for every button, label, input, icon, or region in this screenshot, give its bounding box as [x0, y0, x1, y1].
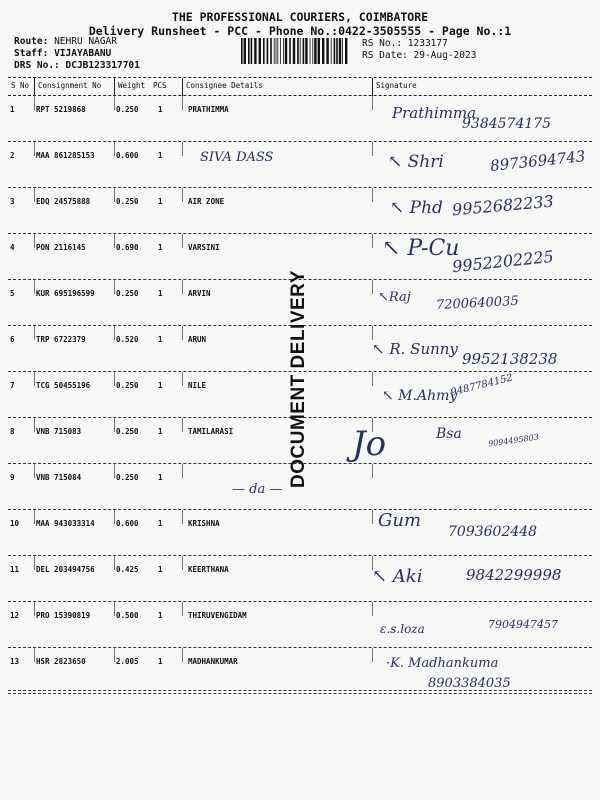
- barcode-bar: [254, 38, 256, 64]
- row-separator: [8, 693, 592, 694]
- handwritten-phone: 9952682233: [451, 191, 555, 220]
- column-divider: [182, 556, 183, 570]
- row-consignee: ARVIN: [188, 289, 211, 298]
- row-pcs: 1: [158, 243, 163, 252]
- handwritten-name: SIVA DASS: [200, 150, 274, 165]
- company-title: THE PROFESSIONAL COURIERS, COIMBATORE: [171, 10, 429, 24]
- handwritten-phone: 9952138238: [462, 350, 558, 368]
- row-consignment-no: VNB 715084: [36, 473, 82, 482]
- signature-mark: ↖ Aki: [372, 566, 423, 587]
- column-divider: [182, 188, 183, 202]
- column-divider: [34, 280, 35, 294]
- column-divider: [372, 602, 373, 616]
- row-pcs: 1: [158, 335, 163, 344]
- barcode-bar: [303, 38, 305, 64]
- column-divider: [372, 234, 373, 248]
- column-header-sno: S No: [11, 81, 30, 90]
- barcode-bar: [305, 38, 307, 64]
- barcode-bar: [318, 38, 320, 64]
- column-divider: [114, 464, 115, 478]
- row-sno: 11: [10, 565, 20, 574]
- column-divider: [182, 78, 183, 96]
- handwritten-phone: 9384574175: [462, 116, 552, 132]
- column-divider: [372, 280, 373, 294]
- column-divider: [372, 96, 373, 110]
- row-sno: 3: [10, 197, 15, 206]
- signature-mark: ↖ M.Ahmy: [382, 388, 458, 404]
- barcode-bar: [283, 38, 284, 64]
- column-divider: [372, 510, 373, 524]
- column-divider: [34, 418, 35, 432]
- row-consignee: AIR ZONE: [188, 197, 225, 206]
- row-sno: 6: [10, 335, 15, 344]
- column-divider: [372, 142, 373, 156]
- barcode-bar: [280, 38, 281, 64]
- barcode-bar: [331, 38, 332, 64]
- row-sno: 4: [10, 243, 15, 252]
- column-divider: [34, 556, 35, 570]
- row-weight: 0.250: [116, 381, 139, 390]
- column-divider: [114, 418, 115, 432]
- column-divider: [182, 96, 183, 110]
- barcode-image: [240, 38, 350, 64]
- column-divider: [182, 510, 183, 524]
- column-divider: [182, 648, 183, 662]
- barcode-bar: [314, 38, 316, 64]
- column-divider: [34, 510, 35, 524]
- signature-mark: Jo: [352, 424, 387, 464]
- handwritten-phone: 8973694743: [489, 147, 587, 175]
- row-sno: 2: [10, 151, 15, 160]
- row-pcs: 1: [158, 427, 163, 436]
- column-divider: [372, 78, 373, 96]
- row-sno: 5: [10, 289, 15, 298]
- row-consignment-no: RPT 5219868: [36, 105, 86, 114]
- handwritten-phone: 9842299998: [466, 566, 562, 584]
- row-weight: 0.425: [116, 565, 139, 574]
- row-consignment-no: PON 2116145: [36, 243, 86, 252]
- document-delivery-stamp: [282, 270, 318, 488]
- drs-line: [14, 60, 140, 71]
- column-divider: [182, 234, 183, 248]
- signature-mark: Prathimma: [392, 104, 477, 122]
- row-consignee: ARUN: [188, 335, 207, 344]
- signature-mark: ε.s.loza: [380, 622, 425, 636]
- staff-label: Staff:: [14, 48, 49, 59]
- route-line: [14, 36, 117, 47]
- barcode-bar: [334, 38, 336, 64]
- column-divider: [372, 188, 373, 202]
- route-label: Route:: [14, 36, 49, 47]
- row-consignment-no: EDQ 24575888: [36, 197, 91, 206]
- column-divider: [34, 96, 35, 110]
- row-consignee: VARSINI: [188, 243, 220, 252]
- column-divider: [34, 464, 35, 478]
- column-divider: [182, 418, 183, 432]
- row-sno: 1: [10, 105, 15, 114]
- barcode-bar: [342, 38, 343, 64]
- row-consignee: THIRUVENGIDAM: [188, 611, 247, 620]
- column-divider: [114, 96, 115, 110]
- column-divider: [182, 280, 183, 294]
- barcode-bar: [326, 38, 328, 64]
- barcode-bar: [339, 38, 341, 64]
- row-consignee: TAMILARASI: [188, 427, 234, 436]
- row-consignment-no: KUR 695196599: [36, 289, 95, 298]
- signature-mark: ↖ R. Sunny: [372, 340, 458, 358]
- rs-date-value: 29-Aug-2023: [413, 50, 477, 61]
- staff-value: VIJAYABANU: [54, 48, 112, 59]
- barcode-bar: [251, 38, 253, 64]
- row-pcs: 1: [158, 565, 163, 574]
- stamp-text: DOCUMENT DELIVERY: [288, 270, 309, 488]
- row-consignment-no: HSR 2823650: [36, 657, 86, 666]
- row-consignment-no: MAA 943033314: [36, 519, 95, 528]
- row-consignment-no: PRO 15390819: [36, 611, 91, 620]
- staff-line: [14, 48, 111, 59]
- row-weight: 0.600: [116, 151, 139, 160]
- column-divider: [34, 648, 35, 662]
- column-divider: [372, 326, 373, 340]
- column-header-signature: Signature: [376, 81, 417, 90]
- row-pcs: 1: [158, 151, 163, 160]
- row-consignee: NILE: [188, 381, 207, 390]
- barcode-bar: [276, 38, 277, 64]
- handwritten-mark: — da —: [232, 482, 283, 497]
- barcode-bar: [312, 38, 313, 64]
- row-consignee: PRATHIMMA: [188, 105, 229, 114]
- handwritten-phone: 7093602448: [448, 524, 538, 540]
- rs-no-value: 1233177: [407, 38, 448, 49]
- row-pcs: 1: [158, 381, 163, 390]
- barcode-bar: [244, 38, 246, 64]
- column-header-consignment: Consignment No: [38, 81, 102, 90]
- row-consignment-no: TRP 6722379: [36, 335, 86, 344]
- drs-value: DCJB123317701: [65, 60, 140, 71]
- barcode-bar: [345, 38, 347, 64]
- column-divider: [114, 234, 115, 248]
- column-divider: [372, 372, 373, 386]
- row-pcs: 1: [158, 289, 163, 298]
- barcode-bar: [285, 38, 287, 64]
- column-divider: [182, 602, 183, 616]
- handwritten-phone: 9487784152: [449, 372, 515, 399]
- row-weight: 0.600: [116, 519, 139, 528]
- column-divider: [182, 464, 183, 478]
- rs-date-line: [362, 50, 476, 61]
- column-divider: [114, 602, 115, 616]
- runsheet-subtitle: Delivery Runsheet - PCC - Phone No.:0422-3505555 - Page No.:1: [88, 24, 512, 38]
- row-weight: 0.250: [116, 105, 139, 114]
- row-weight: 2.005: [116, 657, 139, 666]
- column-divider: [114, 372, 115, 386]
- column-header-consignee: Consignee Details: [186, 81, 263, 90]
- column-divider: [34, 142, 35, 156]
- barcode-bar: [322, 38, 324, 64]
- column-divider: [34, 326, 35, 340]
- barcode-bar: [259, 38, 261, 64]
- row-sno: 7: [10, 381, 15, 390]
- column-divider: [34, 78, 35, 96]
- row-sno: 13: [10, 657, 20, 666]
- column-header-pcs: PCS: [153, 81, 167, 90]
- column-divider: [372, 648, 373, 662]
- row-sno: 10: [10, 519, 20, 528]
- barcode-bar: [274, 38, 275, 64]
- barcode-bar: [270, 38, 272, 64]
- column-divider: [182, 372, 183, 386]
- row-pcs: 1: [158, 197, 163, 206]
- signature-mark: Gum: [378, 510, 422, 531]
- rs-date-label: RS Date:: [362, 50, 408, 61]
- signature-mark: ↖Raj: [378, 290, 411, 305]
- barcode-bar: [300, 38, 301, 64]
- column-divider: [114, 188, 115, 202]
- row-consignment-no: MAA 861285153: [36, 151, 95, 160]
- row-consignee: KRISHNA: [188, 519, 220, 528]
- signature-mark: ↖ Shri: [388, 152, 444, 172]
- barcode-bar: [263, 38, 265, 64]
- row-consignment-no: VNB 715083: [36, 427, 82, 436]
- column-divider: [34, 188, 35, 202]
- column-divider: [372, 464, 373, 478]
- row-weight: 0.500: [116, 611, 139, 620]
- row-weight: 0.250: [116, 473, 139, 482]
- row-pcs: 1: [158, 611, 163, 620]
- row-consignment-no: TCG 50455196: [36, 381, 91, 390]
- column-divider: [114, 510, 115, 524]
- row-weight: 0.250: [116, 197, 139, 206]
- barcode-bar: [277, 38, 278, 64]
- handwritten-phone: 7200640035: [435, 293, 520, 314]
- row-consignee: KEERTHANA: [188, 565, 229, 574]
- row-consignment-no: DEL 203494756: [36, 565, 95, 574]
- row-sno: 8: [10, 427, 15, 436]
- column-divider: [114, 648, 115, 662]
- column-divider: [34, 372, 35, 386]
- row-pcs: 1: [158, 105, 163, 114]
- signature-mark: ·K. Madhankuma: [386, 656, 499, 671]
- signature-mark: ↖ Phd: [390, 198, 443, 218]
- column-divider: [34, 234, 35, 248]
- table-top-rule: [8, 77, 592, 78]
- barcode-bar: [289, 38, 291, 64]
- row-consignee: MADHANKUMAR: [188, 657, 238, 666]
- row-sno: 12: [10, 611, 20, 620]
- barcode-bar: [336, 38, 338, 64]
- column-header-weight: Weight: [118, 81, 146, 90]
- column-divider: [114, 78, 115, 96]
- column-divider: [114, 326, 115, 340]
- drs-label: DRS No.:: [14, 60, 60, 71]
- signature-mark: ↖ P-Cu: [382, 236, 460, 261]
- row-weight: 0.250: [116, 427, 139, 436]
- handwritten-phone: 9094495803: [487, 432, 540, 449]
- row-pcs: 1: [158, 519, 163, 528]
- row-weight: 0.250: [116, 289, 139, 298]
- rs-no-line: [362, 38, 448, 49]
- row-weight: 0.520: [116, 335, 139, 344]
- column-divider: [182, 326, 183, 340]
- column-divider: [34, 602, 35, 616]
- row-pcs: 1: [158, 657, 163, 666]
- handwritten-phone: 7904947457: [488, 618, 558, 631]
- barcode-bar: [297, 38, 299, 64]
- handwritten-phone: 9952202225: [451, 246, 555, 277]
- row-pcs: 1: [158, 473, 163, 482]
- barcode-bar: [241, 38, 243, 64]
- barcode-bar: [267, 38, 269, 64]
- column-divider: [114, 556, 115, 570]
- barcode-bar: [293, 38, 295, 64]
- column-divider: [182, 142, 183, 156]
- barcode-bar: [248, 38, 250, 64]
- rs-no-label: RS No.:: [362, 38, 403, 49]
- signature-mark: Bsa: [436, 426, 462, 442]
- barcode-bar: [310, 38, 311, 64]
- column-divider: [114, 142, 115, 156]
- column-divider: [114, 280, 115, 294]
- row-weight: 0.690: [116, 243, 139, 252]
- handwritten-phone: 8903384035: [428, 676, 511, 691]
- route-value: NEHRU NAGAR: [54, 36, 117, 47]
- row-sno: 9: [10, 473, 15, 482]
